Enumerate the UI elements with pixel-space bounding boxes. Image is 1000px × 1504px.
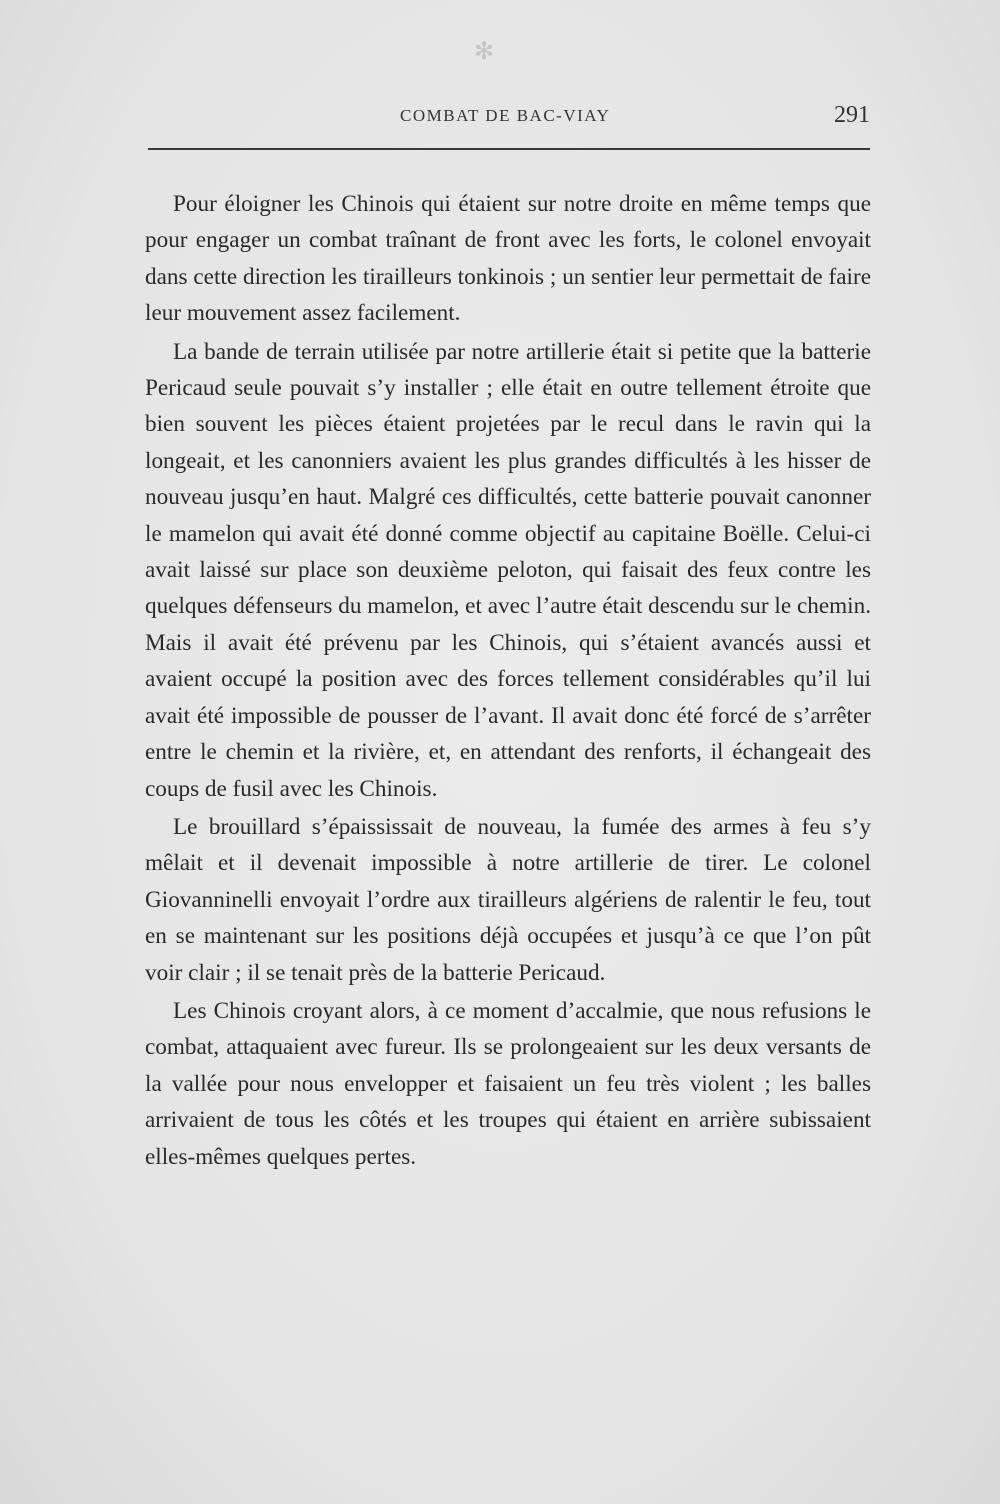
header-rule [148, 148, 870, 150]
paragraph: Le brouillard s’épaississait de nouveau, la fumée des armes à feu s’y mêlait et il devenait impossible à notre artillerie de tirer. Le colonel Giovanninelli envoyait l’ordre aux tirailleurs algériens de ralentir le feu, tout en se maintenant sur les positions déjà occupées et jusqu’à ce que l’on pût voir clair ; il se tenait près de la batterie Pericaud. [145, 813, 871, 986]
running-title: COMBAT DE BAC-VIAY [400, 106, 611, 125]
running-head [148, 100, 870, 136]
paragraph: La bande de terrain utilisée par notre artillerie était si petite que la batterie Pericaud seule pouvait s’y installer ; elle était en outre tellement étroite que bien souvent les pièces étaient projetées par le recul dans le ravin qui la longeait, et les canonniers avaient les plus grandes difficultés à les hisser de nouveau jusqu’en haut. Malgré ces difficultés, cette batterie pouvait canonner le mamelon qui avait été donné comme objectif au capitaine Boëlle. Celui-ci avait laissé sur place son deuxième peloton, qui faisait des feux contre les quelques défenseurs du mamelon, et avec l’autre était descendu sur le chemin. Mais il avait été prévenu par les Chinois, qui s’étaient avancés aussi et avaient occupé la position avec des forces tellement considérables qu’il lui avait été impossible de pousser de l’avant. Il avait donc été forcé de s’arrêter entre le chemin et la rivière, et, en attendant des renforts, il échangeait des coups de fusil avec les Chinois. [145, 338, 871, 802]
page-number: 291 [834, 102, 870, 128]
body-text [145, 186, 871, 1177]
paragraph: Pour éloigner les Chinois qui étaient sur notre droite en même temps que pour engager un combat traînant de front avec les forts, le colonel envoyait dans cette direction les tirailleurs tonkinois ; un sentier leur permettait de faire leur mouvement assez facilement. [145, 191, 871, 327]
paragraph: Les Chinois croyant alors, à ce moment d’accalmie, que nous refusions le combat, attaquaient avec fureur. Ils se prolongeaient sur les deux versants de la vallée pour nous envelopper et faisaient un feu très violent ; les balles arrivaient de tous les côtés et les troupes qui étaient en arrière subissaient elles-mêmes quelques pertes. [145, 997, 871, 1170]
printer-ornament-icon: ✻ [473, 39, 495, 65]
